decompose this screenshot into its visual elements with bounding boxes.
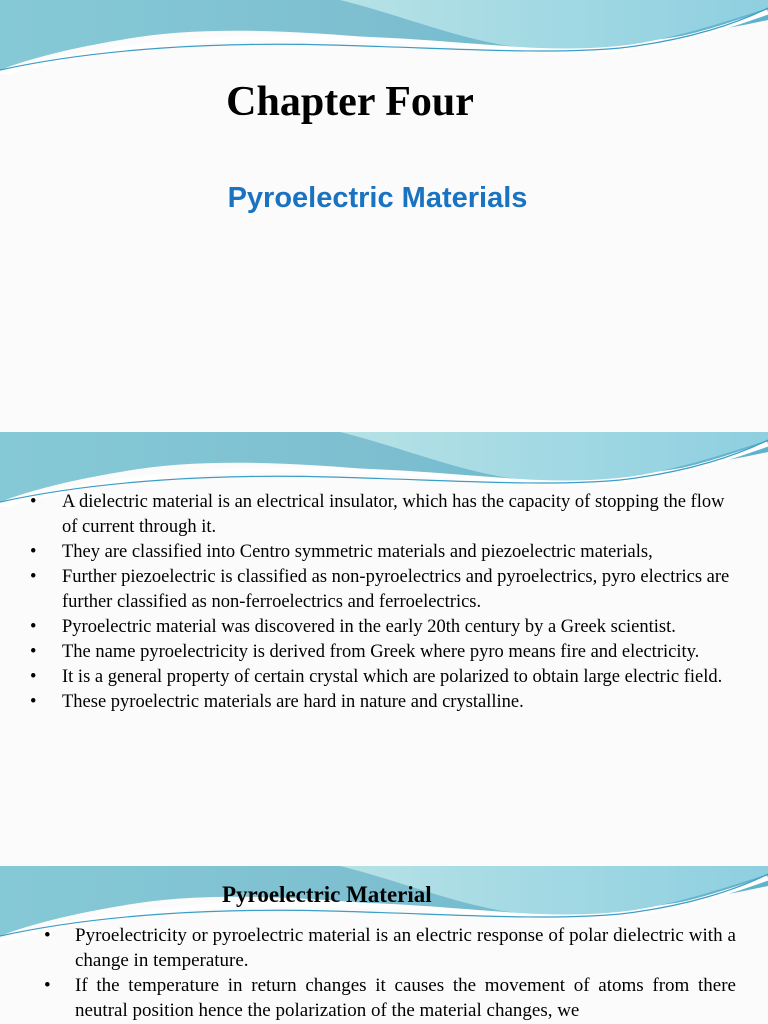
bullet-list bbox=[44, 923, 736, 1023]
list-item: • A dielectric material is an electrical insulator, which has the capacity of stopping the flow of current through it. bbox=[30, 490, 740, 540]
chapter-subtitle: Pyroelectric Materials bbox=[227, 182, 528, 214]
list-item: • They are classified into Centro symmetric materials and piezoelectric materials, bbox=[30, 540, 740, 565]
wave-header-decoration bbox=[0, 0, 768, 75]
list-item: • Pyroelectricity or pyroelectric material is an electric response of polar dielectric with a change in temperature. bbox=[44, 923, 736, 973]
chapter-title: Chapter Four bbox=[226, 79, 474, 125]
slide-heading: Pyroelectric Material bbox=[222, 882, 432, 907]
list-item: • The name pyroelectricity is derived from Greek where pyro means fire and electricity. bbox=[30, 640, 740, 665]
slide-introduction bbox=[0, 432, 768, 832]
list-item: • It is a general property of certain crystal which are polarized to obtain large electric field. bbox=[30, 665, 740, 690]
list-item: • Pyroelectric material was discovered in the early 20th century by a Greek scientist. bbox=[30, 615, 740, 640]
slide-pyroelectric-material bbox=[0, 866, 768, 1024]
list-item: • These pyroelectric materials are hard in nature and crystalline. bbox=[30, 690, 740, 715]
slide-title bbox=[0, 0, 768, 428]
list-item: • Further piezoelectric is classified as non-pyroelectrics and pyroelectrics, pyro electrics are further classified as non-ferroelectrics and ferroelectrics. bbox=[30, 565, 740, 615]
list-item: • If the temperature in return changes it causes the movement of atoms from there neutral position hence the polarization of the material changes, we bbox=[44, 973, 736, 1023]
bullet-list bbox=[30, 490, 740, 715]
